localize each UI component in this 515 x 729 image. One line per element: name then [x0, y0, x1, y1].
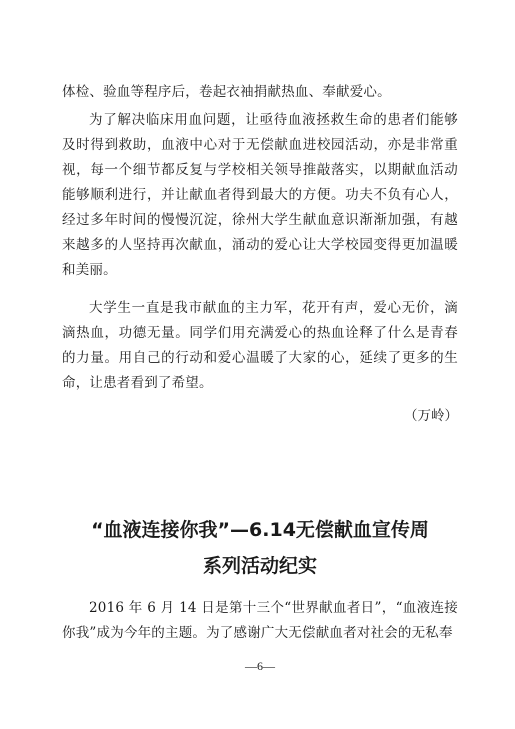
- article-title-line2: 系列活动纪实: [202, 555, 317, 577]
- article-intro: 2016 年 6 月 14 日是第十三个“世界献血者日”，“血液连接你我”成为今年的主题。为了感谢广大无偿献血者对社会的无私奉: [62, 600, 458, 641]
- article-title-line1: “血液连接你我”—6.14无偿献血宣传周: [91, 519, 429, 541]
- paragraph-students: 大学生一直是我市献血的主力军，花开有声，爱心无价，滴滴热血，功德无量。同学们用充满爱心的热血诠释了什么是青春的力量。用自己的行动和爱心温暖了大家的心，延续了更多的生命，让患者看到了希望。: [62, 300, 458, 391]
- page-number: —6—: [245, 659, 275, 673]
- paragraph-continued: 体检、验血等程序后，卷起衣袖捐献热血、奉献爱心。: [62, 84, 391, 100]
- author-signature: （万岭）: [404, 408, 458, 424]
- paragraph-blood-center: 为了解决临床用血问题，让亟待血液拯救生命的患者们能够及时得到救助，血液中心对于无偿献血进校园活动，亦是非常重视，每一个细节都反复与学校相关领导推敲落实，以期献血活动能够顺利进行，并让献血者得到最大的方便。功夫不负有心人，经过多年时间的慢慢沉淀，徐州大学生献血意识渐渐加强，有越来越多的人坚持再次献血，涌动的爱心让大学校园变得更加温暖和美丽。: [62, 112, 458, 278]
- article-title: [42, 512, 478, 584]
